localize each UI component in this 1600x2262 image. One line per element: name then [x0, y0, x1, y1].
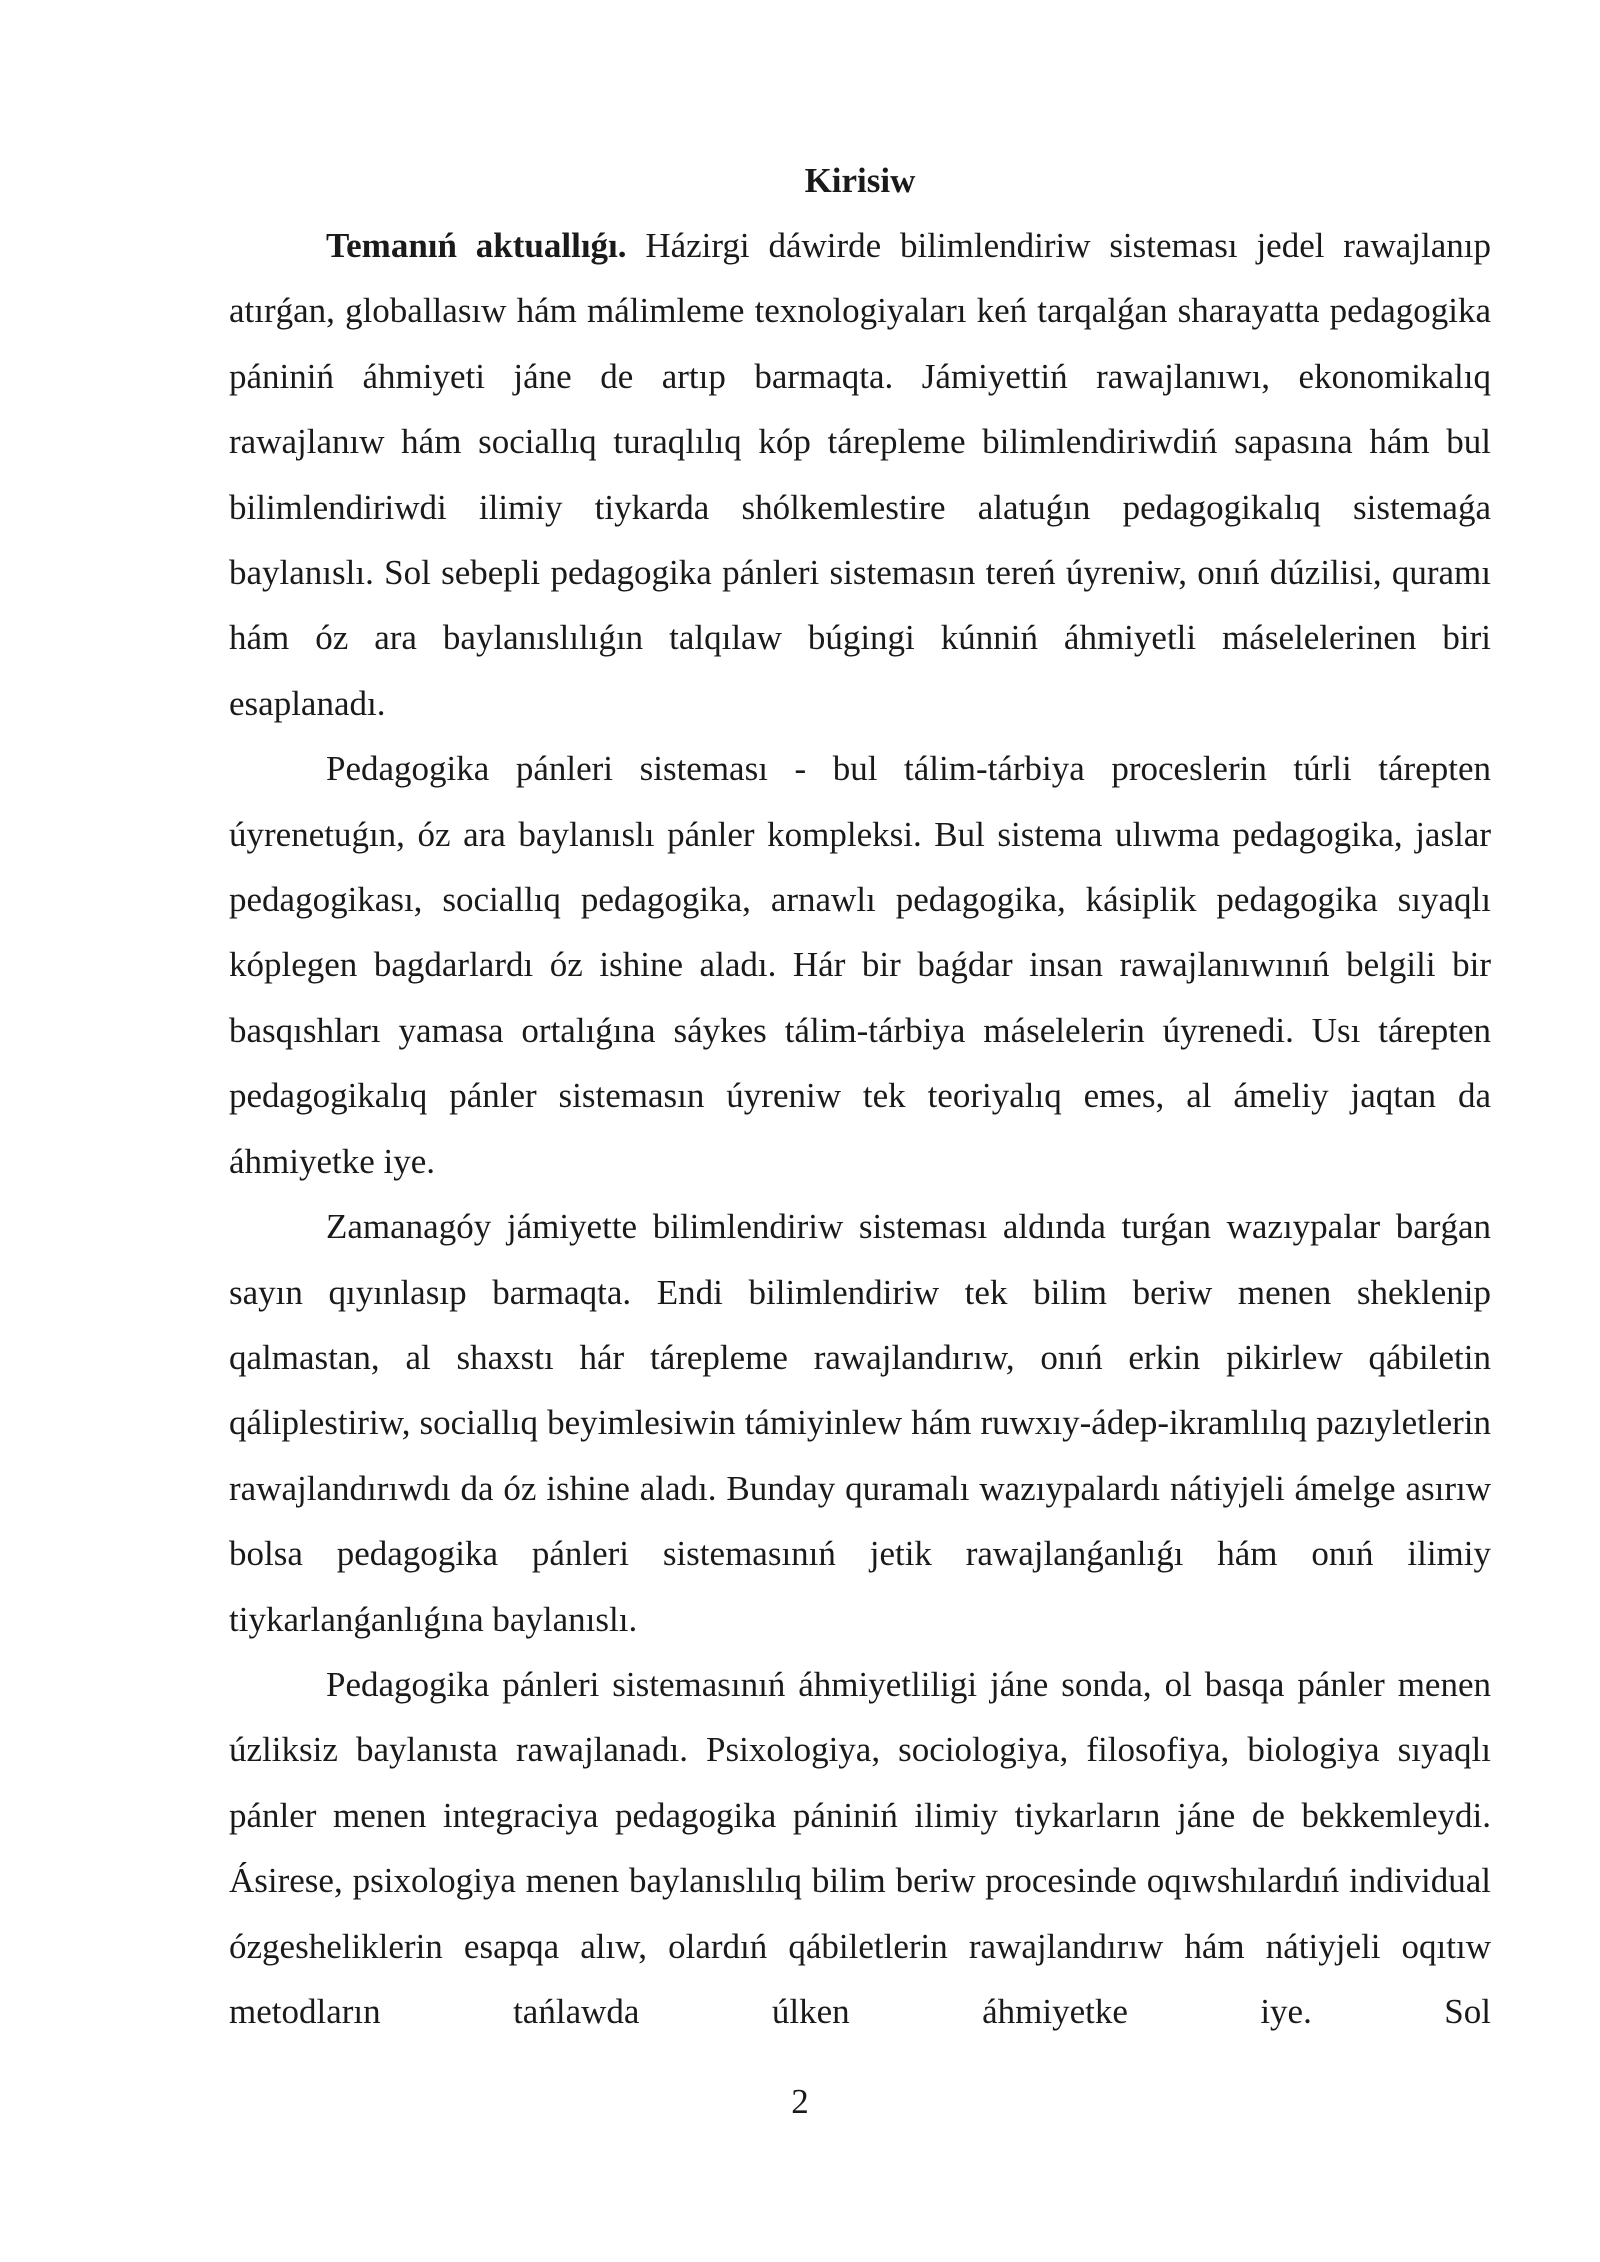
- paragraph-pedagogy-system: [229, 736, 1491, 1194]
- paragraph-text: Zamanagóy jámiyette bilimlendiriw sisteması aldında turǵan wazıypalar barǵan sayın qıyınlasıp barmaqta. Endi bilimlendiriw tek bilim beriw menen sheklenip qalmastan, al shaxstı hár tárepleme rawajlandırıw, onıń erkin pikirlew qábiletin qáliplestiriw, sociallıq beyimlesiwin támiyinlew hám ruwxıy-ádep-ikramlılıq pazıyletlerin rawajlandırıwdı da óz ishine aladı. Bunday quramalı wazıypalardı nátiyjeli ámelge asırıw bolsa pedagogika pánleri sistemasınıń jetik rawajlanǵanlıǵı hám onıń ilimiy tiykarlanǵanlıǵına baylanıslı.: [229, 1207, 1491, 1639]
- paragraph-text: Pedagogika pánleri sisteması - bul tálim-tárbiya proceslerin túrli tárepten úyrenetuǵın, óz ara baylanıslı pánler kompleksi. Bul sistema ulıwma pedagogika, jaslar pedagogikası, sociallıq pedagogika, arnawlı pedagogika, kásiplik pedagogika sıyaqlı kóplegen bagdarlardı óz ishine aladı. Hár bir baǵdar insan rawajlanıwınıń belgili bir basqıshları yamasa ortalıǵına sáykes tálim-tárbiya máselelerin úyrenedi. Usı tárepten pedagogikalıq pánler sistemasın úyreniw tek teoriyalıq emes, al ámeliy jaqtan da áhmiyetke iye.: [229, 749, 1491, 1181]
- paragraph-lead-heading: Temanıń aktuallıǵı.: [326, 226, 627, 265]
- page-number: 2: [791, 2082, 809, 2121]
- paragraph-text: Házirgi dáwirde bilimlendiriw sisteması jedel rawajlanıp atırǵan, globallasıw hám málimleme texnologiyaları keń tarqalǵan sharayatta pedagogika pániniń áhmiyeti jáne de artıp barmaqta. Jámiyettiń rawajlanıwı, ekonomikalıq rawajlanıw hám sociallıq turaqlılıq kóp tárepleme bilimlendiriwdiń sapasına hám bul bilimlendiriwdi ilimiy tiykarda shólkemlestire alatuǵın pedagogikalıq sistemaǵa baylanıslı. Sol sebepli pedagogika pánleri sistemasın tereń úyreniw, onıń dúzilisi, quramı hám óz ara baylanıslılıǵın talqılaw búgingi kúnniń áhmiyetli máselelerinen biri esaplanadı.: [229, 226, 1491, 723]
- paragraph-modern-tasks: [229, 1194, 1491, 1652]
- paragraph-interdisciplinary: [229, 1652, 1491, 2044]
- paragraph-text: Pedagogika pánleri sistemasınıń áhmiyetliligi jáne sonda, ol basqa pánler menen úzliksiz baylanısta rawajlanadı. Psixologiya, sociologiya, filosofiya, biologiya sıyaqlı pánler menen integraciya pedagogika pániniń ilimiy tiykarların jáne de bekkemleydi. Ásirese, psixologiya menen baylanıslılıq bilim beriw procesinde oqıwshılardıń individual ózgesheliklerin esapqa alıw, olardıń qábiletlerin rawajlandırıw hám nátiyjeli oqıtıw metodların tańlawda úlken áhmiyetke iye. Sol: [229, 1664, 1491, 2031]
- paragraph-topic-relevance: [229, 213, 1491, 736]
- document-page: [229, 148, 1491, 2044]
- section-title: Kirisiw: [804, 161, 916, 200]
